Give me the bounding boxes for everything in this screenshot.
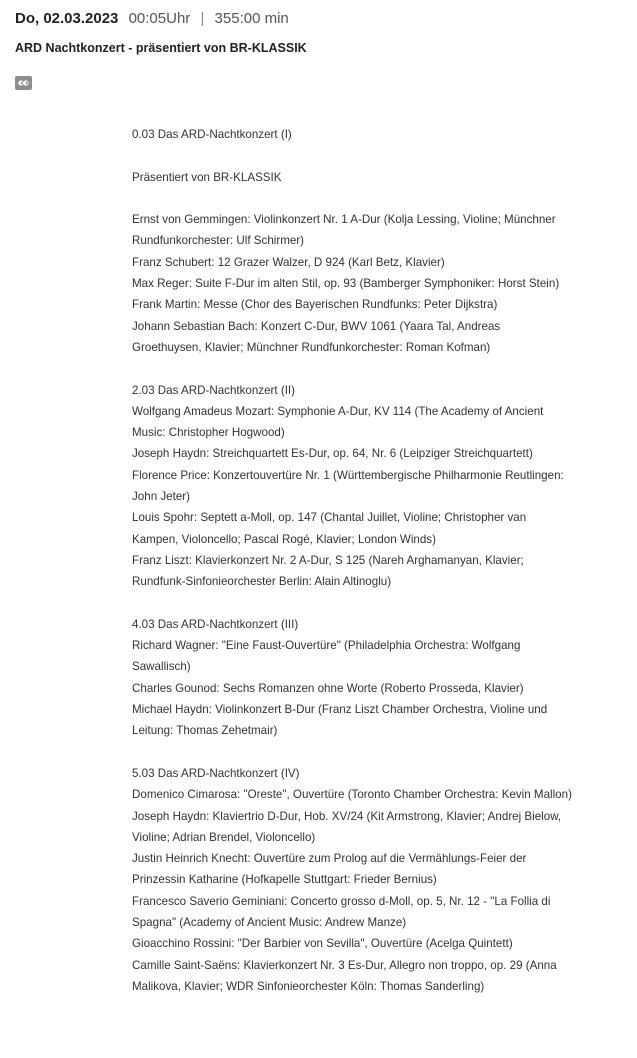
segment-heading: 4.03 Das ARD-Nachtkonzert (III) [132, 617, 299, 631]
program-item: Frank Martin: Messe (Chor des Bayerischen Rundfunks: Peter Dijkstra) [132, 298, 498, 312]
program-item: Francesco Saverio Geminiani: Concerto grosso d-Moll, op. 5, Nr. 12 - "La Follia di Spagna" (Academy of Ancient Music: Andrew Manze) [132, 894, 551, 929]
header-separator: | [200, 10, 205, 27]
program-item: Justin Heinrich Knecht: Ouvertüre zum Prolog auf die Vermählungs-Feier der Prinzessin Katharine (Hofkapelle Stuttgart: Frieder Bernius) [132, 852, 527, 887]
program-item: Max Reger: Suite F-Dur im alten Stil, op. 93 (Bamberger Symphoniker: Horst Stein) [132, 277, 560, 291]
program-item: Franz Liszt: Klavierkonzert Nr. 2 A-Dur, S 125 (Nareh Arghamanyan, Klavier; Rundfunk-Sinfonieorchester Berlin: Alain Altinoglu) [132, 553, 524, 589]
segment-heading: 5.03 Das ARD-Nachtkonzert (IV) [132, 766, 300, 780]
program-item: Camille Saint-Saëns: Klavierkonzert Nr. 3 Es-Dur, Allegro non troppo, op. 29 (Anna Malikova, Klavier; WDR Sinfonieorchester Köln: Thomas Sanderling) [132, 958, 557, 993]
program-item: Charles Gounod: Sechs Romanzen ohne Worte (Roberto Prosseda, Klavier) [132, 681, 524, 695]
program-item: Joseph Haydn: Klaviertrio D-Dur, Hob. XV/24 (Kit Armstrong, Klavier; Andrej Bielow, Violine; Adrian Brendel, Violoncello) [132, 809, 562, 844]
program-item: Richard Wagner: "Eine Faust-Ouvertüre" (Philadelphia Orchestra: Wolfgang Sawallisch) [132, 639, 521, 674]
program-title: ARD Nachtkonzert - präsentiert von BR-KLASSIK [15, 41, 307, 55]
program-item: Florence Price: Konzertouvertüre Nr. 1 (Württembergische Philharmonie Reutlingen: John Jeter) [132, 468, 564, 504]
program-description [132, 124, 572, 997]
broadcast-date: Do, 02.03.2023 [15, 10, 119, 27]
presenter-line: Präsentiert von BR-KLASSIK [132, 170, 282, 184]
subtitle-cc-icon [15, 76, 32, 90]
program-item: Wolfgang Amadeus Mozart: Symphonie A-Dur, KV 114 (The Academy of Ancient Music: Christopher Hogwood) [132, 404, 544, 440]
broadcast-time-unit: Uhr [166, 10, 191, 27]
program-item: Joseph Haydn: Streichquartett Es-Dur, op. 64, Nr. 6 (Leipziger Streichquartett) [132, 447, 533, 461]
program-item: Louis Spohr: Septett a-Moll, op. 147 (Chantal Juillet, Violine; Christopher van Kampen, Violoncello; Pascal Rogé, Klavier; London Winds) [132, 511, 527, 546]
program-item: Michael Haydn: Violinkonzert B-Dur (Franz Liszt Chamber Orchestra, Violine und Leitung: Thomas Zehetmair) [132, 703, 548, 738]
broadcast-duration: 355:00 min [214, 10, 289, 27]
program-item: Domenico Cimarosa: "Oreste", Ouvertüre (Toronto Chamber Orchestra: Kevin Mallon) [132, 788, 572, 802]
program-item: Gioacchino Rossini: "Der Barbier von Sevilla", Ouvertüre (Acelga Quintett) [132, 937, 513, 951]
broadcast-time [129, 10, 191, 27]
broadcast-header [15, 9, 289, 29]
segment-heading: 2.03 Das ARD-Nachtkonzert (II) [132, 383, 296, 397]
broadcast-time-value: 00:05 [128, 10, 167, 27]
segment-heading: 0.03 Das ARD-Nachtkonzert (I) [132, 128, 292, 141]
program-item: Johann Sebastian Bach: Konzert C-Dur, BWV 1061 (Yaara Tal, Andreas Groethuysen, Klavier; Münchner Rundfunkorchester: Roman Kofman) [132, 319, 501, 354]
program-item: Franz Schubert: 12 Grazer Walzer, D 924 (Karl Betz, Klavier) [132, 255, 445, 269]
program-item: Ernst von Gemmingen: Violinkonzert Nr. 1 A-Dur (Kolja Lessing, Violine; Münchner Rundfunkorchester: Ulf Schirmer) [132, 213, 556, 248]
